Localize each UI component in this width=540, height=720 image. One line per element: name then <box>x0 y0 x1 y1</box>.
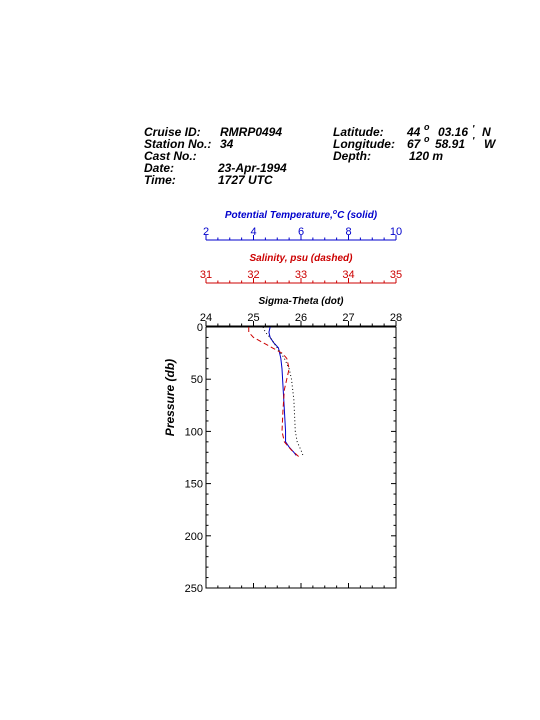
latitude-label: Latitude: <box>333 125 384 139</box>
station-value: 34 <box>220 137 234 151</box>
pressure-tick-label: 0 <box>196 322 203 334</box>
longitude-hemisphere: W <box>484 137 496 151</box>
theta-tick-label: 4 <box>250 226 257 238</box>
depth-label: Depth: <box>333 149 371 163</box>
sigma-tick-label: 25 <box>247 312 260 324</box>
salt-tick-label: 35 <box>389 269 403 281</box>
cruise-id-value: RMRP0494 <box>220 125 283 139</box>
latitude-minute-mark: ' <box>472 124 475 135</box>
latitude-minutes: 03.16 <box>438 125 469 139</box>
theta-tick-label: 8 <box>345 226 352 238</box>
sigma-tick-label: 24 <box>199 312 213 324</box>
pressure-tick-label: 50 <box>190 374 203 387</box>
sigma-tick-label: 26 <box>294 312 308 324</box>
salt-tick-label: 34 <box>342 269 355 281</box>
theta-tick-label: 6 <box>297 226 305 238</box>
latitude-hemisphere: N <box>482 125 491 139</box>
axes-layer <box>163 209 402 595</box>
date-value: 23-Apr-1994 <box>218 161 287 175</box>
time-value: 1727 UTC <box>218 173 273 187</box>
salt-profile-line <box>249 327 299 456</box>
longitude-minute-mark: ' <box>472 136 475 147</box>
latitude-degree-mark: o <box>424 122 430 132</box>
pressure-axis-label: Pressure (db) <box>163 358 177 437</box>
theta-axis-title: Potential Temperature,$^o$C (solid) <box>224 209 378 221</box>
salt-axis-title: Salinity, psu (dashed) <box>249 253 353 264</box>
salt-tick-label: 33 <box>294 269 308 281</box>
theta-degree-mark: o <box>332 209 338 216</box>
longitude-minutes: 58.91 <box>435 137 466 151</box>
longitude-degrees: 67 <box>407 137 421 151</box>
salt-tick-label: 32 <box>247 269 260 281</box>
cruise-id-label: Cruise ID: <box>144 125 201 139</box>
theta-tick-label: 2 <box>202 226 210 238</box>
plot-frame <box>206 327 396 588</box>
sigma-tick-label: 28 <box>389 312 403 324</box>
date-label: Date: <box>144 161 175 175</box>
pressure-tick-label: 150 <box>184 478 203 491</box>
cast-label: Cast No.: <box>144 149 197 163</box>
depth-value: 120 m <box>409 149 444 163</box>
longitude-degree-mark: o <box>424 134 430 144</box>
station-label: Station No.: <box>144 137 212 151</box>
sigma-tick-label: 27 <box>342 312 355 324</box>
pressure-tick-label: 250 <box>184 583 203 595</box>
time-label: Time: <box>144 173 176 187</box>
longitude-label: Longitude: <box>333 137 395 151</box>
theta-tick-label: 10 <box>389 226 403 238</box>
plot-layer <box>249 327 304 456</box>
latitude-degrees: 44 <box>407 125 421 139</box>
sigma-axis-title: Sigma-Theta (dot) <box>258 296 344 307</box>
pressure-tick-label: 200 <box>184 530 203 543</box>
salt-tick-label: 31 <box>199 269 213 281</box>
theta-axis-title-suffix: C (solid) <box>337 210 378 221</box>
pressure-tick-label: 100 <box>184 426 203 439</box>
